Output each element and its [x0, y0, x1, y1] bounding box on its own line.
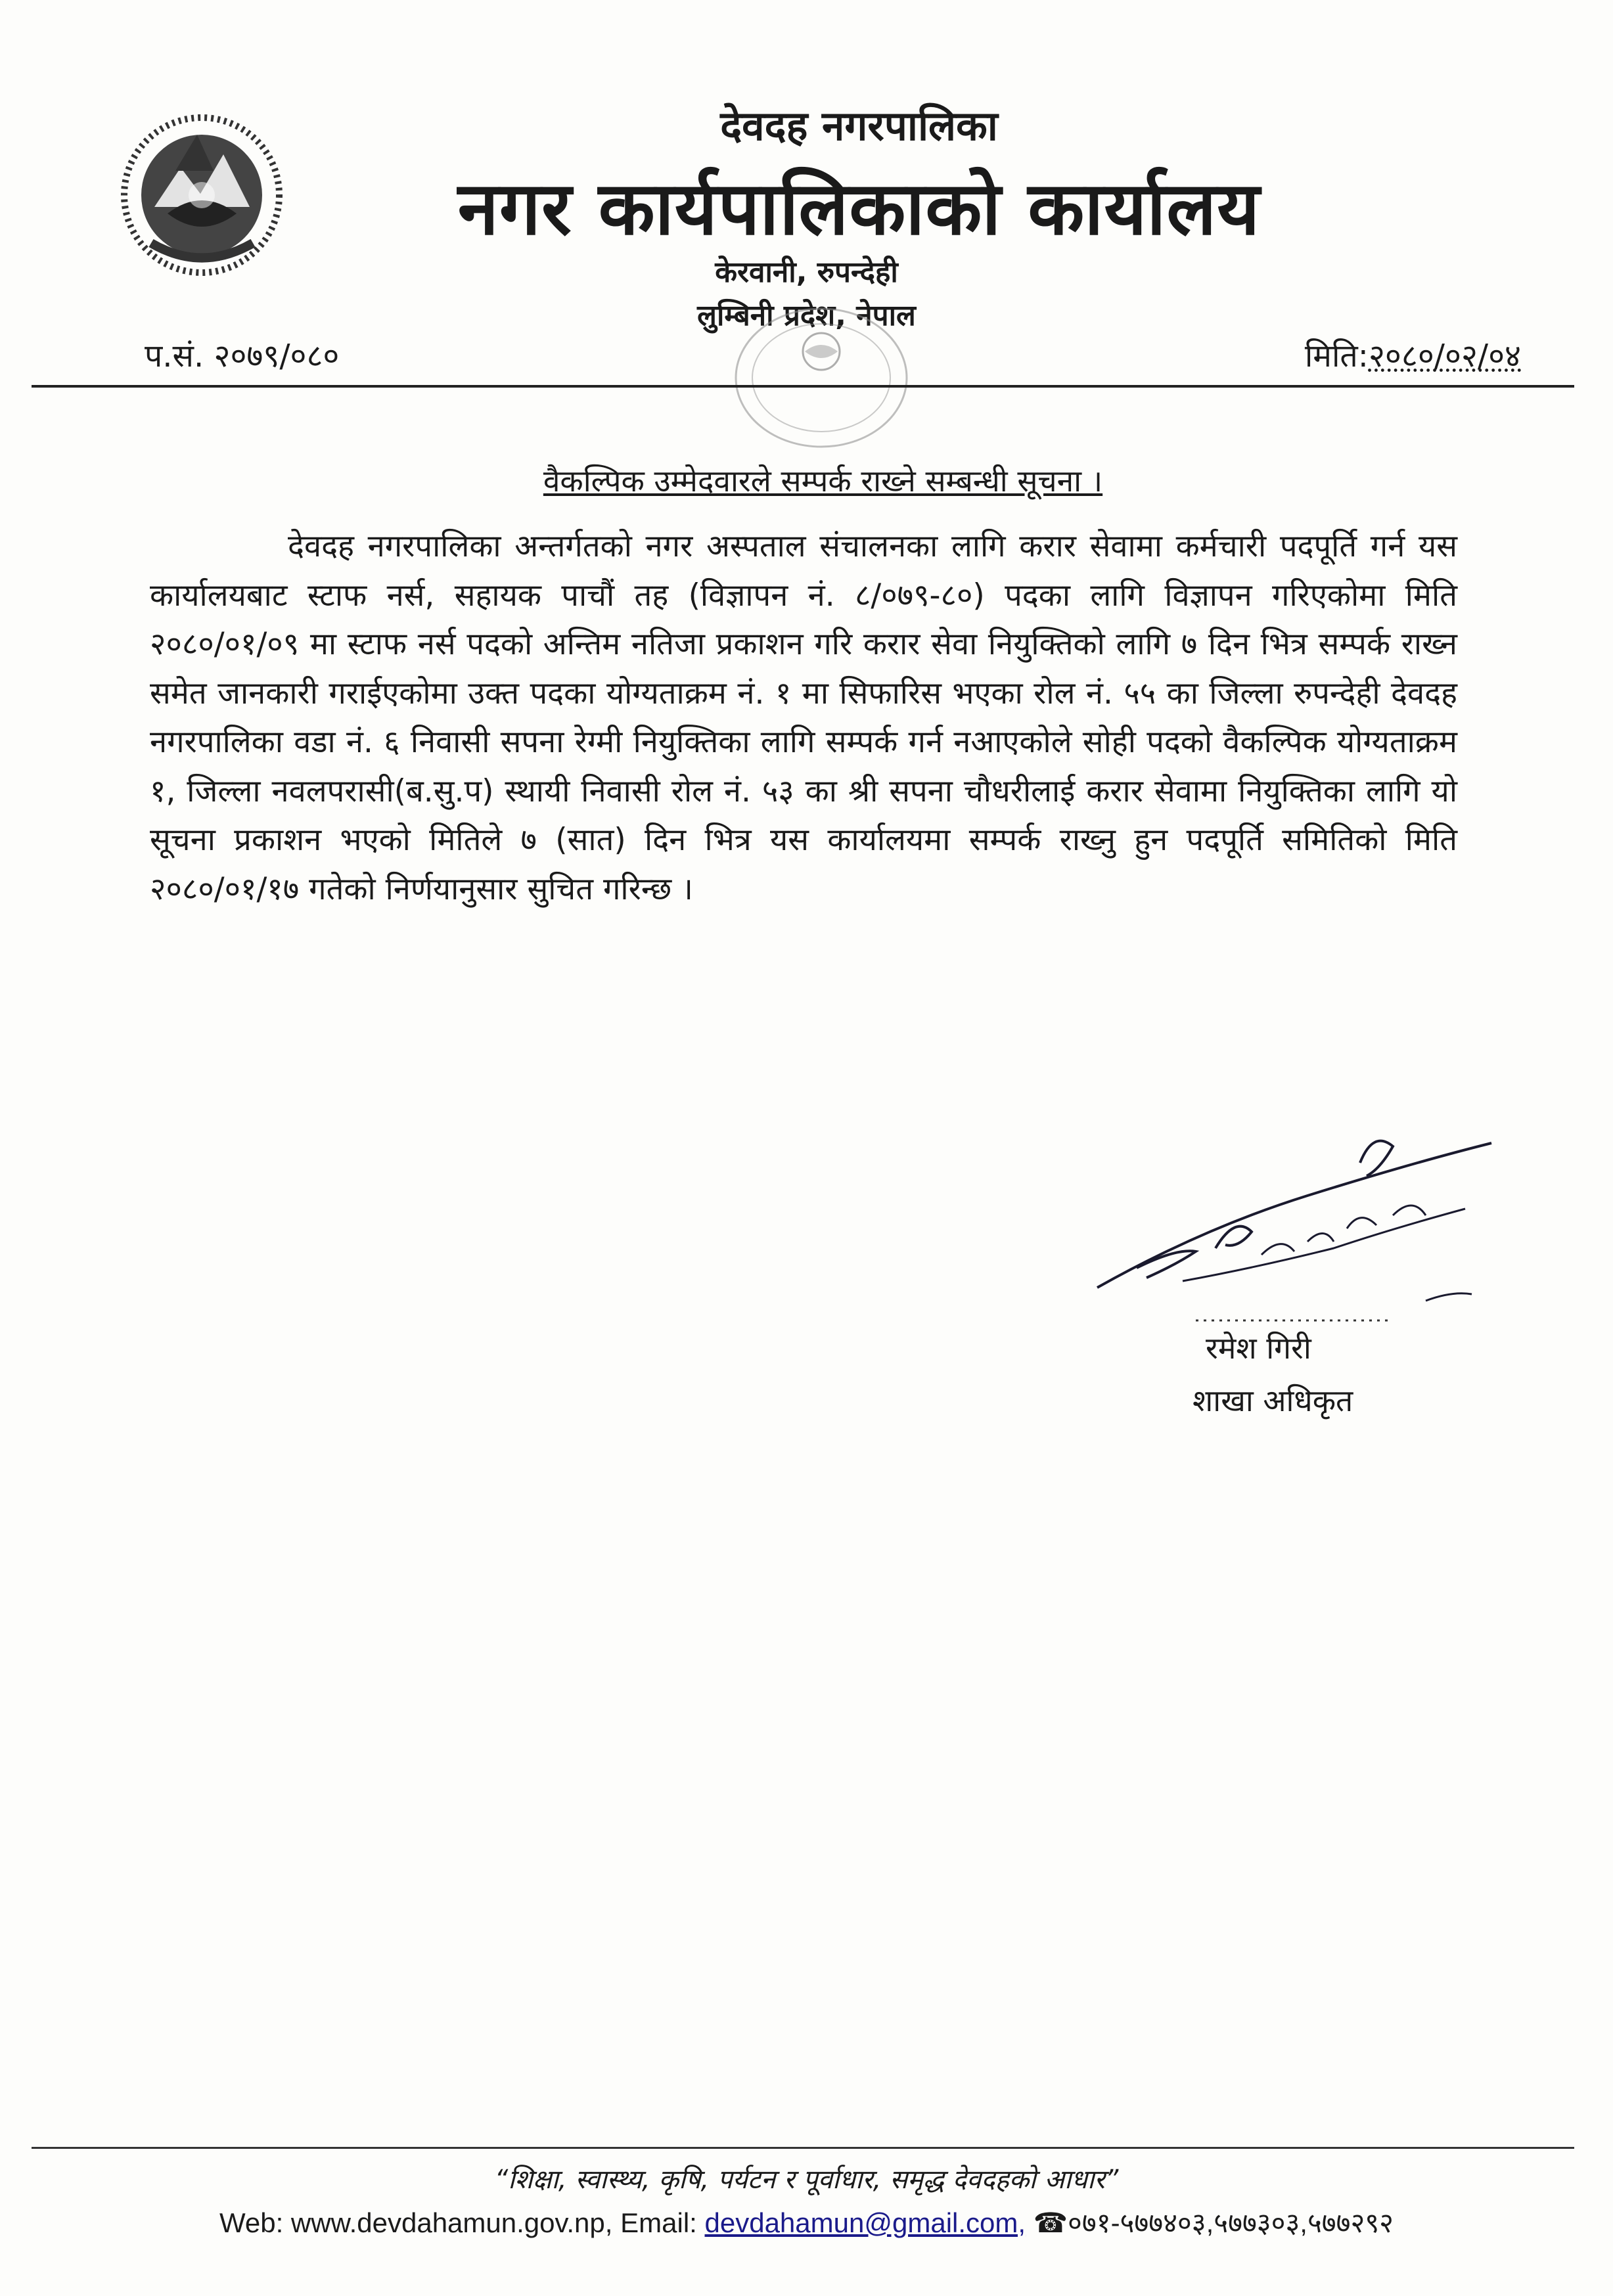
footer-slogan: “शिक्षा, स्वास्थ्य, कृषि, पर्यटन र पूर्वाधार, समृद्ध देवदहको आधार”: [494, 2165, 1119, 2195]
telephone-icon: ☎: [1033, 2207, 1068, 2238]
handwritten-signature: [1084, 1117, 1505, 1340]
notice-body: देवदह नगरपालिका अन्तर्गतको नगर अस्पताल संचालनका लागि करार सेवामा कर्मचारी पदपूर्ति गर्न यस कार्यालयबाट स्टाफ नर्स, सहायक पाचौं तह (विज्ञापन नं. ८/०७९-८०) पदका लागि विज्ञापन गरिएकोमा मिति २०८०/०१/०९ मा स्टाफ नर्स पदको अन्तिम नतिजा प्रकाशन गरि करार सेवा नियुक्तिको लागि ७ दिन भित्र सम्पर्क राख्न समेत जानकारी गराईएकोमा उक्त पदका योग्यताक्रम नं. १ मा सिफारिस भएका रोल नं. ५५ का जिल्ला रुपन्देही देवदह नगरपालिका वडा नं. ६ निवासी सपना रेग्मी नियुक्तिका लागि सम्पर्क गर्न नआएकोले सोही पदको वैकल्पिक योग्यताक्रम १, जिल्ला नवलपरासी(ब.सु.प) स्थायी निवासी रोल नं. ५३ का श्री सपना चौधरीलाई करार सेवामा नियुक्तिका लागि यो सूचना प्रकाशन भएको मितिले ७ (सात) दिन भित्र यस कार्यालयमा सम्पर्क राख्नु हुन पदपूर्ति समितिको मिति २०८०/०१/१७ गतेको निर्णयानुसार सुचित गरिन्छ ।: [150, 528, 1457, 907]
notice-subject: वैकल्पिक उम्मेदवारले सम्पर्क राख्ने सम्बन्धी सूचना ।: [543, 463, 1103, 499]
office-title: नगर कार्यपालिकाको कार्यालय: [457, 166, 1261, 252]
address-line2: लुम्बिनी प्रदेश, नेपाल: [697, 299, 916, 332]
signatory-title: शाखा अधिकृत: [1193, 1383, 1353, 1418]
website-link[interactable]: www.devdahamun.gov.np,: [290, 2207, 613, 2238]
signatory-name: रमेश गिरी: [1206, 1330, 1311, 1366]
date-prefix: मिति:: [1304, 338, 1369, 374]
address-line1: केरवानी, रुपन्देही: [715, 256, 898, 289]
header-divider: [32, 385, 1574, 388]
municipality-name: देवदह नगरपालिका: [720, 102, 998, 150]
email-link[interactable]: devdahamun@gmail.com,: [704, 2207, 1026, 2238]
footer-contact: [0, 2203, 1613, 2241]
web-label: Web:: [219, 2207, 284, 2238]
date-field: [1305, 334, 1521, 376]
office-stamp-icon: [706, 299, 923, 463]
email-label: Email:: [620, 2207, 697, 2238]
footer-divider: [32, 2147, 1574, 2149]
phone-numbers: ०७१-५७७४०३,५७७३०३,५७७२९२: [1068, 2207, 1394, 2238]
date-value: २०८०/०२/०४: [1368, 338, 1521, 374]
reference-number: प.सं. २०७९/०८०: [145, 338, 340, 374]
